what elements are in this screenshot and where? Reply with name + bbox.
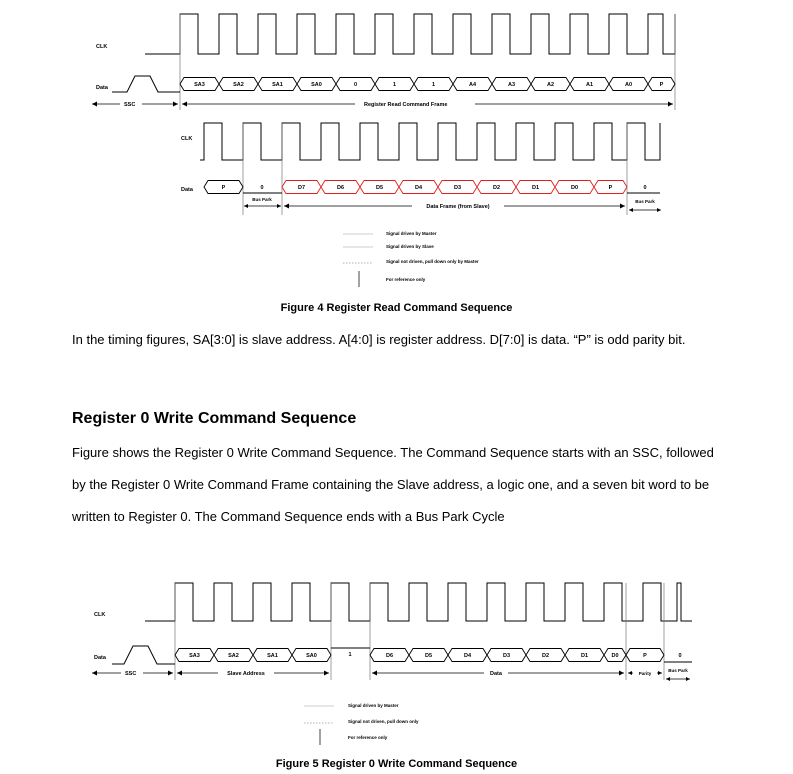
fig4-clk-label: CLK xyxy=(96,44,108,50)
fig4-top-bit-8-label: A3 xyxy=(507,82,516,88)
figure-4-diagram xyxy=(0,0,793,300)
fig4-top-bit-0-label: SA3 xyxy=(194,82,205,88)
fig5-bit-9-label: D2 xyxy=(541,653,550,659)
fig4-row2-red-bit-2-label: D5 xyxy=(375,185,384,191)
fig5-legend-not-driven: Signal not driven, pull down only xyxy=(348,719,419,724)
fig4-row2-red-bit-8-label: P xyxy=(608,185,613,191)
fig5-bit-4-label: 1 xyxy=(348,652,352,658)
fig5-bus-park-arrow xyxy=(666,677,690,681)
fig4-legend-slave: Signal driven by Slave xyxy=(386,244,434,249)
fig5-bit-11-label: D0 xyxy=(611,653,619,659)
fig5-legend xyxy=(304,703,419,745)
fig4-bus-park-arrow-1 xyxy=(244,204,281,208)
fig5-bit-10-label: D1 xyxy=(580,653,589,659)
fig4-legend-reference: For reference only xyxy=(386,277,426,282)
fig4-legend-master: Signal driven by Master xyxy=(386,231,437,236)
fig4-top-bit-2-label: SA1 xyxy=(272,82,283,88)
fig4-ssc-label: SSC xyxy=(124,102,136,108)
figure-4-caption: Figure 4 Register Read Command Sequence xyxy=(280,302,513,314)
paragraph-write-sequence: Figure shows the Register 0 Write Command Sequence. The Command Sequence starts with an SSC, followed by the Register 0 Write Command Frame containing the Slave address, a logic one, and a seven bit word to be written to Register 0. The Command Sequence ends with a Bus Park Cycle xyxy=(72,445,714,524)
fig4-top-bit-4-label: 0 xyxy=(353,82,358,88)
fig4-top-bit-cells xyxy=(180,78,675,91)
fig5-bit-0-label: SA3 xyxy=(189,653,200,659)
fig5-data-ssc-pulse xyxy=(112,646,175,664)
figure-5-caption: Figure 5 Register 0 Write Command Sequence xyxy=(275,758,518,770)
fig5-bit-1-label: SA2 xyxy=(228,653,239,659)
fig5-bit-3-label: SA0 xyxy=(306,653,317,659)
fig4-row2-red-bit-7-label: D0 xyxy=(570,185,579,191)
fig4-row2-red-bit-6-label: D1 xyxy=(531,185,540,191)
fig5-parity-label: Parity xyxy=(638,671,652,676)
fig5-bit-13-label: 0 xyxy=(678,653,682,659)
fig4-row2-red-bit-4-label: D3 xyxy=(453,185,462,191)
fig5-bit-12-label: P xyxy=(643,653,647,659)
fig4-data-label: Data xyxy=(96,85,108,91)
fig5-bus-park-label: Bus Park xyxy=(668,668,688,673)
fig5-clk-label: CLK xyxy=(94,612,106,618)
fig5-data-label: Data xyxy=(94,655,106,661)
fig4-top-bit-5-label: 1 xyxy=(392,82,397,88)
fig4-bus-park-arrow-2 xyxy=(629,208,661,212)
fig4-top-bit-1-label: SA2 xyxy=(233,82,244,88)
fig4-top-bit-3-label: SA0 xyxy=(311,82,322,88)
fig5-bit-8-label: D3 xyxy=(502,653,511,659)
fig4-row2-pre-p-label: P xyxy=(221,185,226,191)
fig4-bus-park-label-2: Bus Park xyxy=(635,199,655,204)
fig4-top-bit-10-label: A1 xyxy=(585,82,594,88)
fig5-ssc-label: SSC xyxy=(125,671,137,677)
fig5-legend-reference: For reference only xyxy=(348,735,388,740)
fig4-clk-waveform xyxy=(145,14,675,54)
fig5-clk-waveform xyxy=(145,583,692,621)
fig5-bit-6-label: D5 xyxy=(424,653,433,659)
fig4-row2-red-bit-0-label: D7 xyxy=(297,185,306,191)
fig4-top-bit-11-label: A0 xyxy=(624,82,633,88)
fig4-row2-red-bit-3-label: D4 xyxy=(414,185,423,191)
fig4-top-bit-12-label: P xyxy=(659,82,664,88)
fig4-row2-tail-zero: 0 xyxy=(643,185,647,191)
fig4-legend xyxy=(343,231,479,287)
fig4-top-bit-7-label: A4 xyxy=(468,82,477,88)
fig5-bit-7-label: D4 xyxy=(463,653,472,659)
fig4-top-bit-6-label: 1 xyxy=(431,82,436,88)
fig5-bit-2-label: SA1 xyxy=(267,653,278,659)
fig4-row2-pre-zero: 0 xyxy=(260,185,264,191)
fig4-clk2-label: CLK xyxy=(181,136,193,142)
fig4-legend-not-driven: Signal not driven, pull down only by Master xyxy=(386,259,479,264)
fig5-legend-master: Signal driven by Master xyxy=(348,703,399,708)
fig4-row2-red-bit-5-label: D2 xyxy=(492,185,501,191)
fig4-top-bit-9-label: A2 xyxy=(546,82,555,88)
section-heading: Register 0 Write Command Sequence xyxy=(72,410,357,427)
paragraph-timing-notes: In the timing figures, SA[3:0] is slave address. A[4:0] is register address. D[7:0] is data. “P” is odd parity bit. xyxy=(72,332,686,347)
fig5-bit-cells xyxy=(175,648,692,662)
fig4-row2-red-bit-1-label: D6 xyxy=(336,185,345,191)
fig4-data2-label: Data xyxy=(181,187,193,193)
fig5-bit-5-label: D6 xyxy=(385,653,394,659)
fig5-slave-address-label: Slave Address xyxy=(227,671,265,677)
fig4-data-ssc-pulse xyxy=(112,76,180,92)
fig4-bus-park-label-1: Bus Park xyxy=(252,197,272,202)
fig4-clk2-waveform xyxy=(200,123,660,160)
fig4-data-frame-label: Data Frame (from Slave) xyxy=(426,204,490,210)
fig5-data-group-label: Data xyxy=(490,671,502,677)
fig4-row2-bit-cells xyxy=(204,181,660,194)
fig4-frame-label: Register Read Command Frame xyxy=(364,102,448,108)
figure-5-diagram xyxy=(0,575,793,755)
